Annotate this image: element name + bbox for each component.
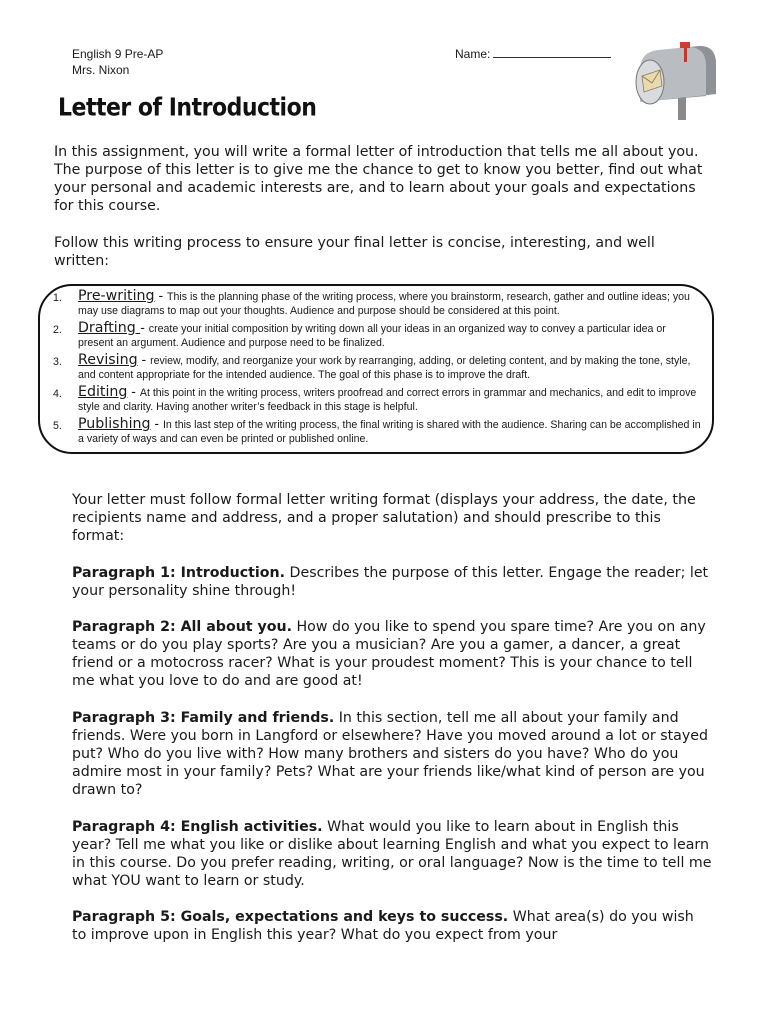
format-paragraph: Your letter must follow formal letter writing format (displays your address, the date, the recipients name and address, and a proper salutation) and should prescribe to this format: [72,492,696,544]
paragraph-text: Describes the purpose of this letter. Engage the reader; let your personality shine through! [72,565,709,599]
process-step: 4. Editing - At this point in the writing process, writers proofread and correct errors in grammar and mechanics, and edit to improve style and clarity. Having another writer’s feedback in this stage is helpful. [53,383,697,413]
step-term: Drafting [78,320,141,336]
page-title: Letter of Introduction [58,94,317,122]
intro-paragraph: In this assignment, you will write a formal letter of introduction that tells me all about you. The purpose of this letter is to give me the chance to get to know you better, find out what your personal and academic interests are, and to learn about your goals and expectations for this course. [54,144,703,214]
teacher-name: Mrs. Nixon [72,63,130,77]
step-description: This is the planning phase of the writing process, where you brainstorm, research, gather and outline ideas; you may use diagrams to map out your thoughts. Audience and purpose should be considered at this point. [78,291,690,317]
paragraph-text: What would you like to learn about in English this year? Tell me what you like or dislike about learning English and what you expect to learn in this course. Do you prefer reading, writing, or oral language? Now is the time to tell me what YOU want to learn or study. [72,819,712,889]
step-number: 4. [53,388,62,400]
paragraph-text: In this section, tell me all about your family and friends. Were you born in Langford or elsewhere? Have you moved around a lot or stayed put? Who do you live with? How many brothers and sisters do you have? Who do you admire most in your family? Pets? What are your friends like/what kind of person are you drawn to? [72,710,708,798]
step-description: create your initial composition by writing down all your ideas in an organized way to convey a particular idea or present an argument. Audience and purpose need to be finalized. [78,323,666,349]
step-description: In this last step of the writing process, the final writing is shared with the audience. Sharing can be accomplished in a variety of ways and can even be printed or published online. [78,419,701,445]
process-step: 3. Revising - review, modify, and reorganize your work by rearranging, adding, or deleting content, and by making the tone, style, and content appropriate for the intended audience. The goal of this phase is to improve the draft. [53,351,691,381]
name-field [455,46,611,62]
step-number: 5. [53,420,62,432]
writing-process-list [53,288,703,448]
paragraph-3-instructions [72,709,712,799]
paragraph-5-instructions [72,908,712,944]
name-blank-line [493,46,611,58]
step-number: 2. [53,324,62,336]
paragraph-2-instructions [72,618,712,690]
process-step: 1. Pre-writing - This is the planning phase of the writing process, where you brainstorm, research, gather and outline ideas; you may use diagrams to map out your thoughts. Audience and purpose should be considered at this point. [53,287,690,317]
process-step: 5. Publishing - In this last step of the writing process, the final writing is shared with the audience. Sharing can be accomplished in a variety of ways and can even be printed or published online. [53,415,701,445]
course-name: English 9 Pre-AP [72,47,164,61]
step-number: 3. [53,356,62,368]
step-term: Editing [78,384,128,400]
paragraph-heading: Paragraph 3: Family and friends. [72,710,335,726]
step-number: 1. [53,292,62,304]
paragraph-heading: Paragraph 1: Introduction. [72,565,286,581]
paragraph-text: What area(s) do you wish to improve upon in English this year? What do you expect from your [72,909,694,943]
paragraph-4-instructions [72,818,712,890]
paragraph-heading: Paragraph 5: Goals, expectations and keys to success. [72,909,509,925]
step-description: review, modify, and reorganize your work by rearranging, adding, or deleting content, and by making the tone, style, and content appropriate for the intended audience. The goal of this phase is to improve the draft. [78,355,691,381]
step-term: Publishing [78,416,151,432]
step-term: Pre-writing [78,288,155,304]
process-intro: Follow this writing process to ensure your final letter is concise, interesting, and well written: [54,235,655,269]
paragraph-heading: Paragraph 4: English activities. [72,819,323,835]
name-label: Name: [455,47,491,61]
paragraph-1-instructions [72,564,712,600]
mailbox-icon [630,40,722,122]
paragraph-heading: Paragraph 2: All about you. [72,619,292,635]
process-step: 2. Drafting - create your initial composition by writing down all your ideas in an organized way to convey a particular idea or present an argument. Audience and purpose need to be finalized. [53,319,666,349]
paragraph-text: How do you like to spend you spare time? Are you on any teams or do you play sports? Are you a musician? Are you a gamer, a dancer, a great friend or a motocross racer? What is your proudest moment? This is your chance to tell me what you love to do and are good at! [72,619,706,689]
step-term: Revising [78,352,138,368]
step-description: At this point in the writing process, writers proofread and correct errors in grammar and mechanics, and edit to improve style and clarity. Having another writer’s feedback in this stage is helpful. [78,387,697,413]
